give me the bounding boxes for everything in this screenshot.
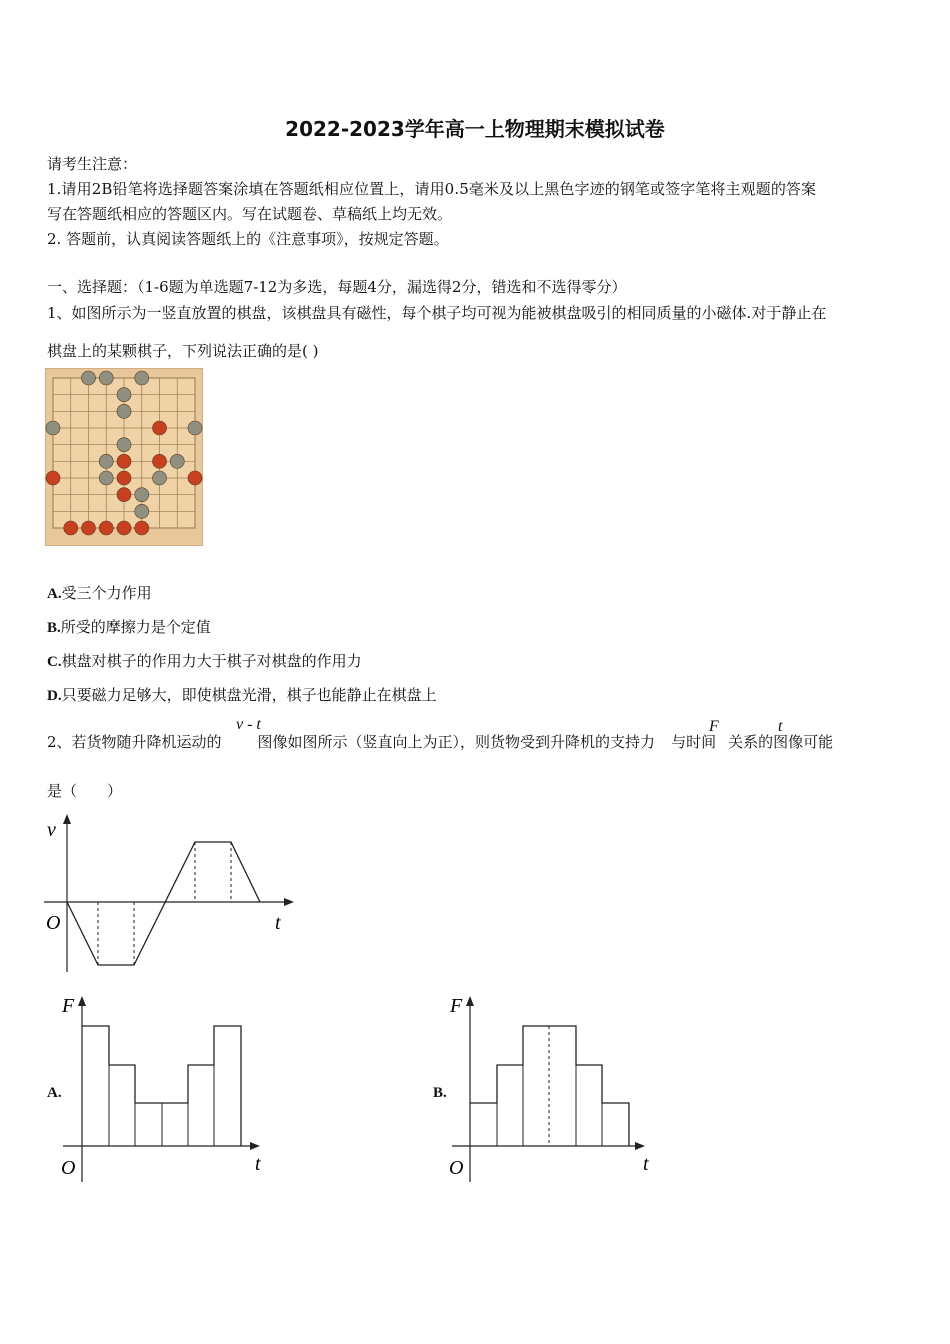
chess-piece [188,471,202,485]
q1-option-b: B.所受的摩擦力是个定值 [47,618,211,636]
chess-piece [117,454,131,468]
F-symbol: F [709,718,719,735]
chess-piece [135,504,149,518]
chess-piece [99,454,113,468]
q1-option-a: A.受三个力作用 [47,584,152,602]
chess-piece [153,421,167,435]
notice-item-2: 2. 答题前，认真阅读答题纸上的《注意事项》，按规定答题。 [47,230,449,248]
question-1-line-2: 棋盘上的某颗棋子，下列说法正确的是( ) [47,342,319,360]
notice-item-1-line-2: 写在答题纸相应的答题区内。写在试题卷、草稿纸上均无效。 [47,205,453,223]
q1-option-d: D.只要磁力足够大，即使棋盘光滑，棋子也能静止在棋盘上 [47,686,437,704]
magnetic-chessboard-figure [45,368,203,546]
chess-piece [117,488,131,502]
chess-piece [135,521,149,535]
chess-piece [64,521,78,535]
chess-piece [46,471,60,485]
option-a-xlabel: t [255,1153,261,1175]
page-title: 2022-2023学年高一上物理期末模拟试卷 [285,117,665,141]
chess-piece [170,454,184,468]
t-symbol: t [778,718,783,735]
chess-piece [153,454,167,468]
question-2-line-2: 是（ ） [47,782,123,800]
q2-option-a-label: A. [47,1085,62,1101]
chess-piece [117,521,131,535]
chess-piece [117,404,131,418]
vt-origin: O [46,912,61,934]
chess-piece [46,421,60,435]
chess-piece [135,371,149,385]
option-b-ylabel: F [450,995,463,1017]
chess-piece [188,421,202,435]
option-a-ylabel: F [62,995,75,1017]
vt-graph [40,812,300,982]
chess-piece [153,471,167,485]
chess-piece [117,471,131,485]
chess-piece [82,521,96,535]
option-a-origin: O [61,1157,76,1179]
option-b-Ft-graph [440,990,660,1190]
q1-option-c: C.棋盘对棋子的作用力大于棋子对棋盘的作用力 [47,652,362,670]
q2-option-b-label: B. [433,1085,447,1101]
chess-piece [135,488,149,502]
chess-piece [99,371,113,385]
vt-xlabel: t [275,912,281,934]
chess-piece [117,438,131,452]
option-a-Ft-graph [55,990,275,1190]
option-b-origin: O [449,1157,464,1179]
notice-heading: 请考生注意： [47,155,138,173]
question-2-line-1: 2、若货物随升降机运动的 图像如图所示（竖直向上为正），则货物受到升降机的支持力 与时间 关系的图像可能 [47,733,834,751]
chess-piece [82,371,96,385]
chess-piece [99,471,113,485]
chess-piece [117,388,131,402]
section-heading: 一、选择题：（1-6题为单选题7-12为多选，每题4分，漏选得2分，错选和不选得零分） [47,278,627,296]
vt-symbol: v - t [236,716,261,733]
notice-item-1-line-1: 1.请用2B铅笔将选择题答案涂填在答题纸相应位置上，请用0.5毫米及以上黑色字迹的钢笔或签字笔将主观题的答案 [47,180,817,198]
question-1-line-1: 1、如图所示为一竖直放置的棋盘，该棋盘具有磁性，每个棋子均可视为能被棋盘吸引的相同质量的小磁体.对于静止在 [47,304,827,322]
option-b-xlabel: t [643,1153,649,1175]
vt-ylabel: v [47,819,56,841]
chess-piece [99,521,113,535]
